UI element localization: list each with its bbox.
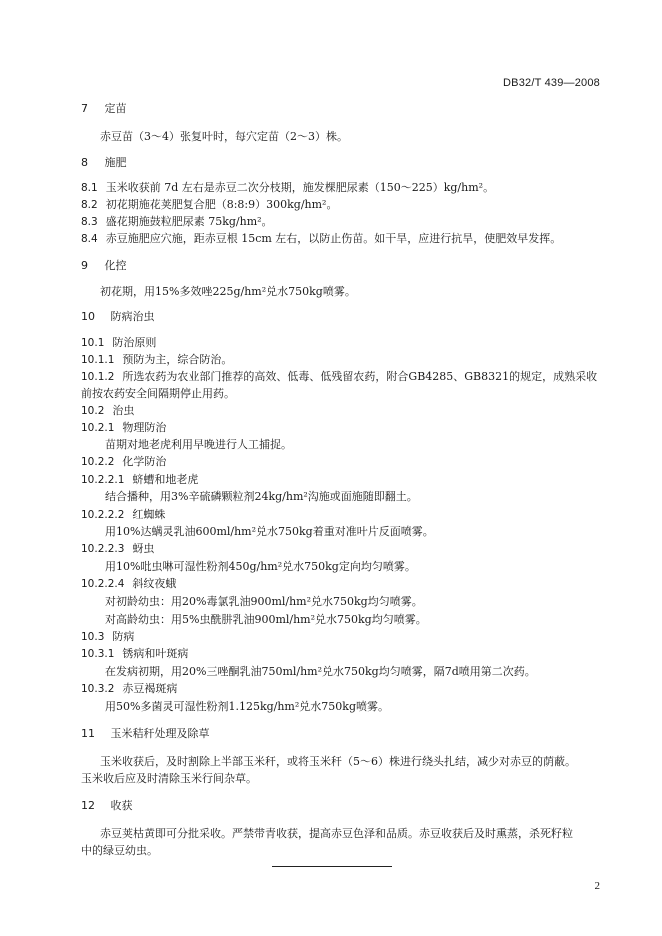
clause-title: 治虫: [112, 404, 135, 417]
paragraph-continued: 玉米收后应及时清除玉米行间杂草。: [81, 772, 257, 785]
clause-item: [81, 214, 273, 230]
clause-heading: [81, 335, 156, 351]
clause-text: 赤豆施肥应穴施，距赤豆根 15cm 左右，以防止伤苗。如干旱，应进行抗旱，使肥效早发挥。: [105, 232, 562, 245]
section-title: 玉米秸秆处理及除草: [110, 727, 210, 740]
paragraph: 对高龄幼虫：用5%虫酰肼乳油900ml/hm²兑水750kg均匀喷雾。: [105, 613, 427, 626]
clause-title: 红蜘蛛: [132, 508, 166, 521]
paragraph: 赤豆荚枯黄即可分批采收。严禁带青收获，提高赤豆色泽和品质。赤豆收获后及时熏蒸，杀死籽粒: [100, 827, 573, 840]
clause-title: 锈病和叶斑病: [122, 647, 189, 660]
clause-item: [81, 180, 494, 196]
section-number: 11: [81, 727, 95, 740]
clause-number: 8.2: [81, 199, 98, 211]
paragraph: 玉米收获后，及时割除上半部玉米秆，或将玉米秆（5～6）株进行绕头扎结，减少对赤豆的荫蔽。: [100, 755, 576, 768]
clause-heading: [81, 403, 134, 419]
paragraph-continued: 中的绿豆幼虫。: [81, 844, 158, 857]
section-heading: [81, 258, 127, 273]
paragraph: 对初龄幼虫：用20%毒氯乳油900ml/hm²兑水750kg均匀喷雾。: [105, 595, 423, 608]
clause-title: 防治原则: [112, 336, 157, 349]
paragraph: 在发病初期，用20%三唑酮乳油750ml/hm²兑水750kg均匀喷雾，隔7d喷用第二次药。: [105, 665, 536, 678]
paragraph: 用50%多菌灵可湿性粉剂1.125kg/hm²兑水750kg喷雾。: [105, 700, 389, 713]
section-number: 7: [81, 102, 88, 115]
clause-item: [81, 352, 232, 368]
section-heading: [81, 726, 210, 741]
clause-text: 盛花期施鼓粒肥尿素 75kg/hm²。: [105, 215, 273, 228]
clause-number: 10.2.2.3: [81, 543, 125, 555]
section-title: 定苗: [104, 102, 127, 115]
clause-heading: [81, 507, 165, 523]
end-of-document-rule: [272, 866, 392, 867]
section-heading: [81, 155, 127, 170]
section-number: 10: [81, 310, 95, 323]
clause-number: 10.3: [81, 631, 105, 643]
clause-number: 10.1.1: [81, 354, 115, 366]
clause-heading: [81, 646, 188, 662]
paragraph: 赤豆苗（3～4）张复叶时，每穴定苗（2～3）株。: [100, 130, 348, 143]
section-number: 12: [81, 799, 95, 812]
clause-text: 所选农药为农业部门推荐的高效、低毒、低残留农药，附合GB4285、GB8321的规定，成熟采收: [122, 370, 598, 383]
document-code: DB32/T 439—2008: [503, 77, 600, 89]
paragraph: 用10%达螨灵乳油600ml/hm²兑水750kg着重对准叶片反面喷雾。: [105, 525, 434, 538]
clause-number: 8.3: [81, 216, 98, 228]
clause-text: 玉米收获前 7d 左右是赤豆二次分枝期，施发棵肥尿素（150～225）kg/hm²。: [105, 181, 495, 194]
clause-number: 10.2: [81, 405, 105, 417]
section-number: 9: [81, 259, 88, 272]
clause-number: 8.1: [81, 182, 98, 194]
clause-heading: [81, 541, 154, 557]
clause-title: 化学防治: [122, 455, 167, 468]
clause-heading: [81, 629, 134, 645]
clause-number: 10.2.2: [81, 456, 115, 468]
clause-heading: [81, 576, 176, 592]
paragraph: 初花期，用15%多效唑225g/hm²兑水750kg喷雾。: [100, 285, 356, 298]
clause-item: [81, 231, 561, 247]
paragraph: 结合播种，用3%辛硫磷颗粒剂24kg/hm²沟施或面施随即翻土。: [105, 490, 418, 503]
clause-title: 防病: [112, 630, 135, 643]
clause-text-continued: 前按农药安全间隔期停止用药。: [81, 387, 235, 400]
clause-heading: [81, 454, 166, 470]
clause-number: 10.1.2: [81, 371, 115, 383]
paragraph: 用10%吡虫啉可湿性粉剂450g/hm²兑水750kg定向均匀喷雾。: [105, 560, 416, 573]
clause-heading: [81, 681, 177, 697]
clause-item: [81, 369, 597, 385]
section-number: 8: [81, 156, 88, 169]
clause-heading: [81, 420, 166, 436]
section-title: 收获: [110, 799, 133, 812]
section-title: 化控: [104, 259, 127, 272]
paragraph: 苗期对地老虎利用早晚进行人工捕捉。: [105, 438, 292, 451]
clause-text: 初花期施花荚肥复合肥（8:8:9）300kg/hm²。: [105, 198, 338, 211]
clause-number: 8.4: [81, 233, 98, 245]
page-number: 2: [594, 880, 600, 892]
section-title: 防病治虫: [110, 310, 155, 323]
clause-title: 斜纹夜蛾: [132, 577, 177, 590]
clause-number: 10.1: [81, 337, 105, 349]
clause-text: 预防为主，综合防治。: [122, 353, 233, 366]
clause-title: 蚜虫: [132, 542, 155, 555]
clause-title: 赤豆褐斑病: [122, 682, 178, 695]
section-title: 施肥: [104, 156, 127, 169]
clause-number: 10.3.2: [81, 683, 115, 695]
section-heading: [81, 798, 133, 813]
section-heading: [81, 101, 127, 116]
clause-item: [81, 197, 337, 213]
clause-number: 10.2.2.2: [81, 509, 125, 521]
clause-title: 物理防治: [122, 421, 167, 434]
clause-number: 10.2.2.1: [81, 474, 125, 486]
clause-title: 蛴螬和地老虎: [132, 473, 199, 486]
clause-number: 10.2.1: [81, 422, 115, 434]
clause-number: 10.3.1: [81, 648, 115, 660]
clause-heading: [81, 472, 198, 488]
section-heading: [81, 309, 155, 324]
clause-number: 10.2.2.4: [81, 578, 125, 590]
